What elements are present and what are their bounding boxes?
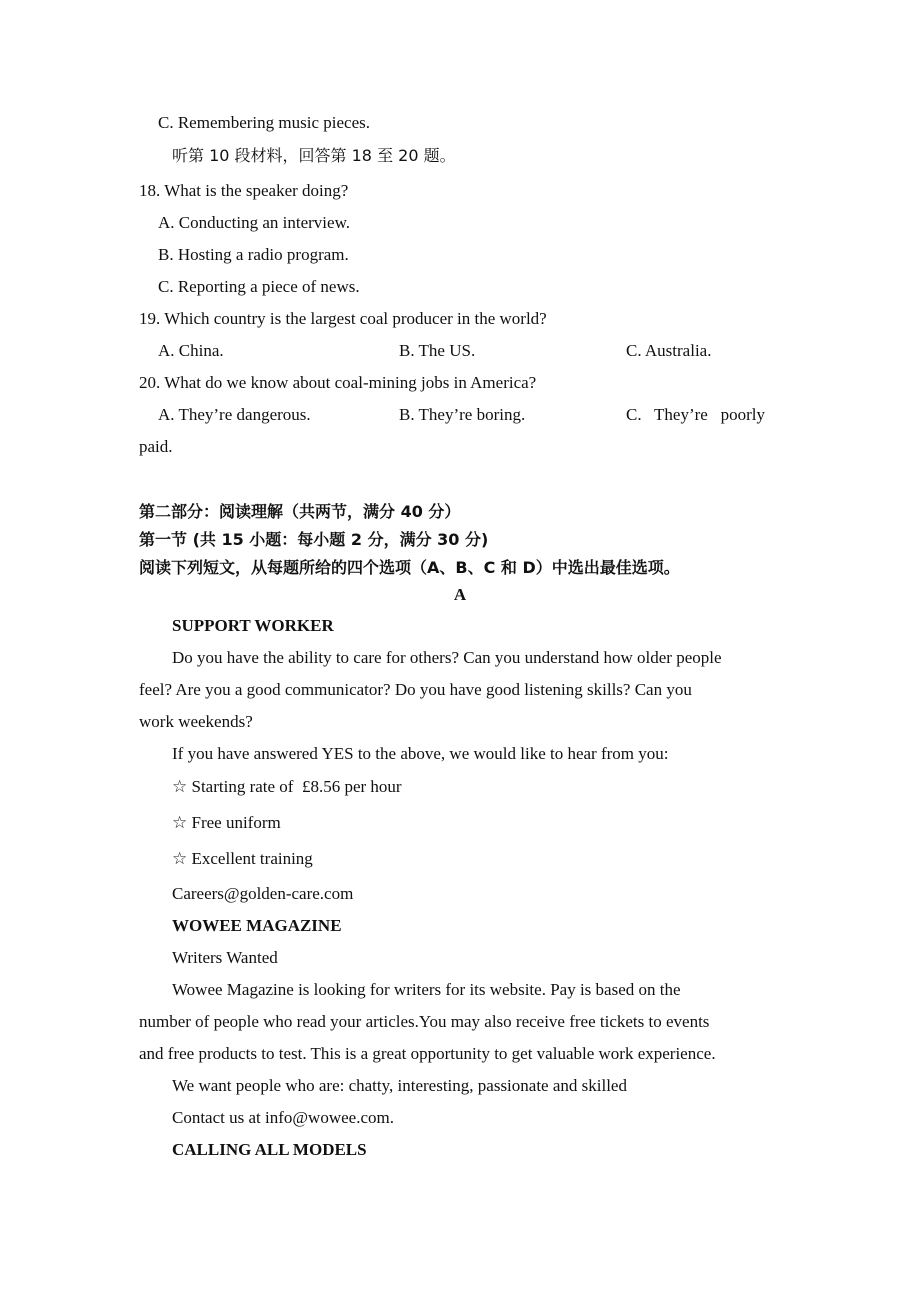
section10-instruction: 听第 10 段材料，回答第 18 至 20 题。	[172, 146, 456, 165]
ad2-wants: We want people who are: chatty, interesting, passionate and skilled	[172, 1076, 627, 1095]
section1-heading: 第一节 (共 15 小题：每小题 2 分，满分 30 分)	[139, 530, 489, 549]
question-18-option-b: B. Hosting a radio program.	[158, 245, 349, 264]
q17-option-c: C. Remembering music pieces.	[158, 113, 370, 132]
ad3-title: CALLING ALL MODELS	[172, 1140, 367, 1159]
ad2-title: WOWEE MAGAZINE	[172, 916, 342, 935]
ad2-body-line: number of people who read your articles.You may also receive free tickets to events	[139, 1012, 710, 1031]
ad1-body-line: feel? Are you a good communicator? Do you have good listening skills? Can you	[139, 680, 692, 699]
ad1-cta: If you have answered YES to the above, we would like to hear from you:	[172, 744, 669, 763]
question-19-option-b: B. The US.	[399, 341, 476, 360]
ad1-benefit: ☆ Free uniform	[172, 813, 281, 832]
question-20-option-a: A. They’re dangerous.	[158, 405, 311, 424]
question-19-stem: 19. Which country is the largest coal producer in the world?	[139, 309, 547, 328]
ad1-body-line: work weekends?	[139, 712, 253, 731]
question-20-option-c-wrap: paid.	[139, 437, 173, 456]
part2-heading: 第二部分：阅读理解（共两节，满分 40 分）	[139, 502, 461, 521]
ad1-contact-email: Careers@golden-care.com	[172, 884, 354, 903]
ad1-title: SUPPORT WORKER	[172, 616, 334, 635]
reading-instruction: 阅读下列短文，从每题所给的四个选项（A、B、C 和 D）中选出最佳选项。	[139, 558, 680, 577]
question-19-option-c: C. Australia.	[626, 341, 712, 360]
ad1-benefit: ☆ Starting rate of £8.56 per hour	[172, 777, 402, 796]
question-20-stem: 20. What do we know about coal-mining jobs in America?	[139, 373, 537, 392]
question-19-option-a: A. China.	[158, 341, 224, 360]
ad1-body-line: Do you have the ability to care for others? Can you understand how older people	[172, 648, 722, 667]
question-18-option-a: A. Conducting an interview.	[158, 213, 350, 232]
ad2-contact: Contact us at info@wowee.com.	[172, 1108, 394, 1127]
ad2-body-line: and free products to test. This is a great opportunity to get valuable work experience.	[139, 1044, 716, 1063]
question-20-option-b: B. They’re boring.	[399, 405, 526, 424]
question-18-stem: 18. What is the speaker doing?	[139, 181, 349, 200]
question-20-option-c: C. They’re poorly	[626, 405, 765, 424]
passage-label: A	[453, 585, 467, 604]
question-18-option-c: C. Reporting a piece of news.	[158, 277, 360, 296]
ad2-subtitle: Writers Wanted	[172, 948, 278, 967]
ad1-benefit: ☆ Excellent training	[172, 849, 313, 868]
ad2-body-line: Wowee Magazine is looking for writers for its website. Pay is based on the	[172, 980, 681, 999]
